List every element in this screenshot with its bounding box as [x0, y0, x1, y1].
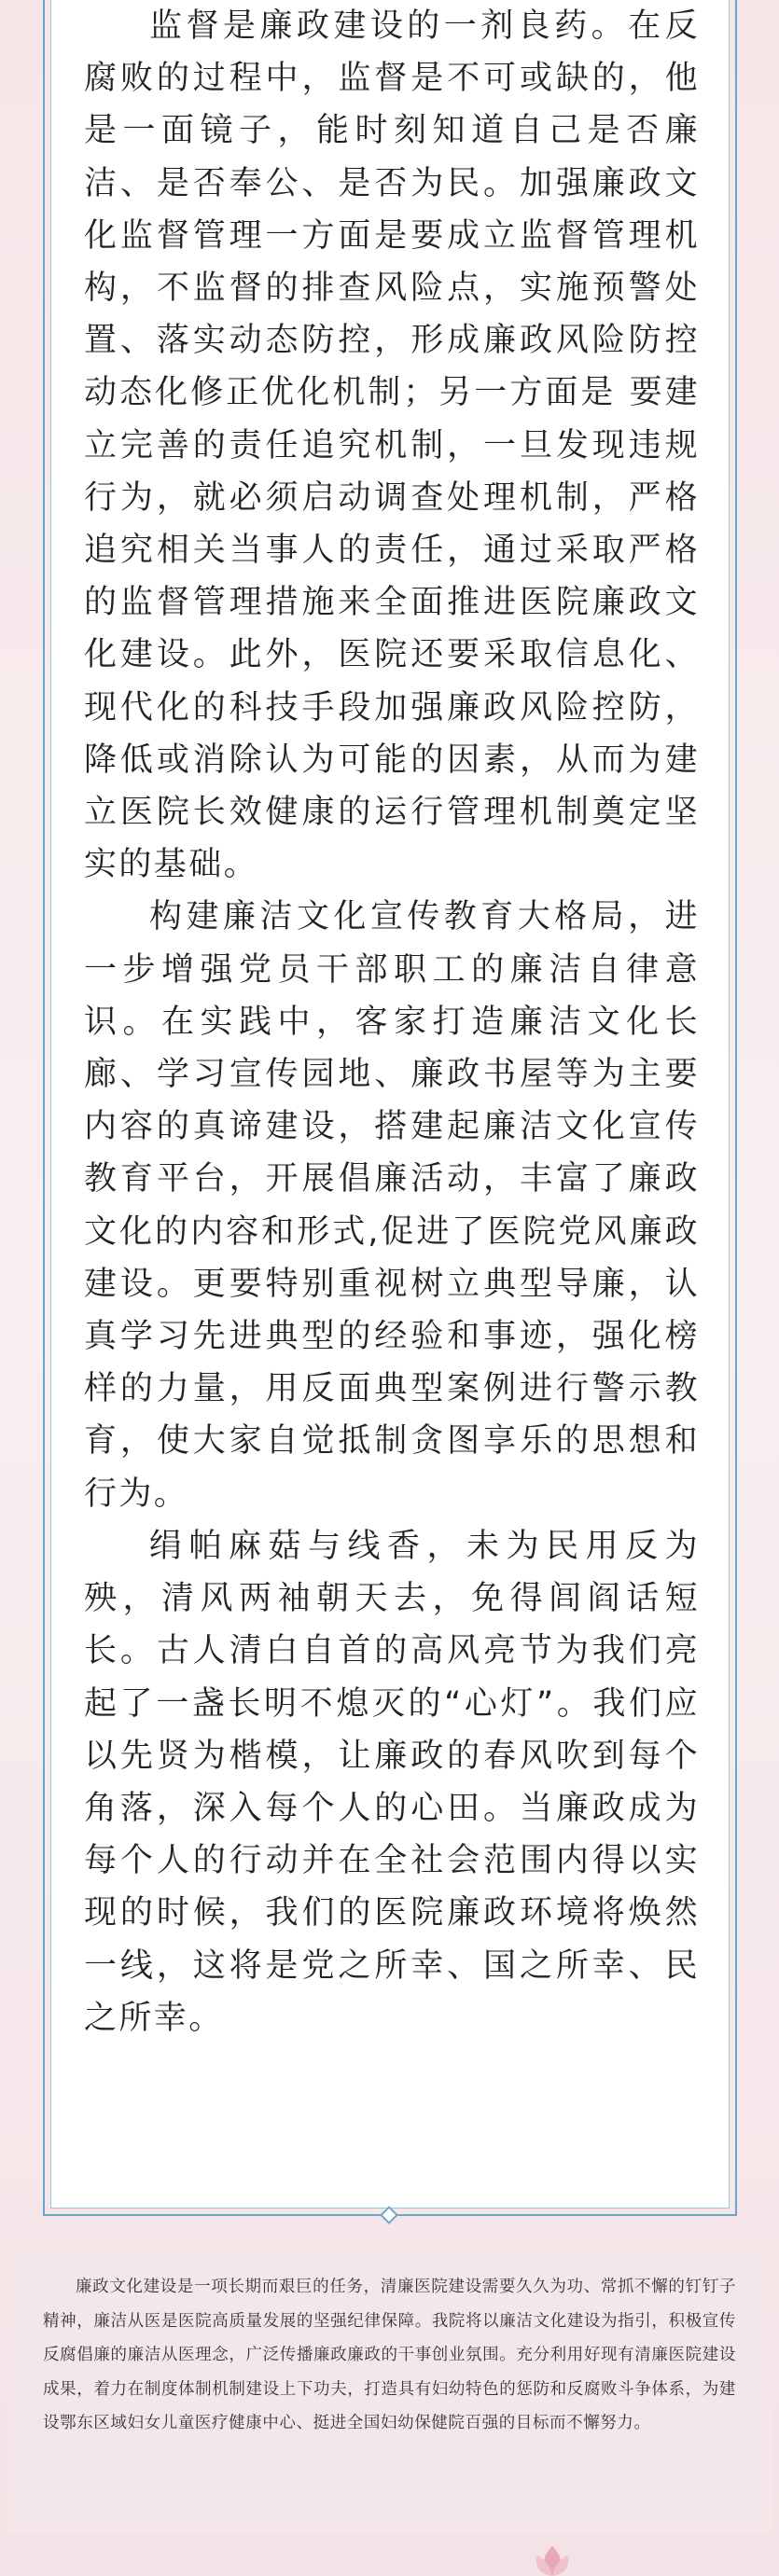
article-body: [84, 0, 700, 2044]
article-paragraph: 监督是廉政建设的一剂良药。在反腐败的过程中，监督是不可或缺的，他是一面镜子，能时刻知道自己是否廉洁、是否奉公、是否为民。加强廉政文化监督管理一方面是要成立监督管理机构，不监督的排查风险点，实施预警处置、落实动态防控，形成廉政风险防控动态化修正优化机制；另一方面是 要建立完善的责任追究机制，一旦发现违规行为，就必须启动调查处理机制，严格追究相关当事人的责任，通过采取严格的监督管理措施来全面推进医院廉政文化建设。此外，医院还要采取信息化、现代化的科技手段加强廉政风险控防，降低或消除认为可能的因素，从而为建立医院长效健康的运行管理机制奠定坚实的基础。: [84, 7, 700, 884]
article-paragraph: 构建廉洁文化宣传教育大格局，进一步增强党员干部职工的廉洁自律意识。在实践中，客家打造廉洁文化长廊、学习宣传园地、廉政书屋等为主要内容的真谛建设，搭建起廉洁文化宣传教育平台，开展倡廉活动，丰富了廉政文化的内容和形式,促进了医院党风廉政建设。更要特别重视树立典型导廉，认真学习先进典型的经验和事迹，强化榜样的力量，用反面典型案例进行警示教育，使大家自觉抵制贪图享乐的思想和行为。: [84, 898, 700, 1513]
footer-summary-text: 廉政文化建设是一项长期而艰巨的任务，清廉医院建设需要久久为功、常抓不懈的钉钉子精神，廉洁从医是医院高质量发展的坚强纪律保障。我院将以廉洁文化建设为指引，积极宣传反腐倡廉的廉洁从医理念，广泛传播廉政廉政的干事创业氛围。充分利用好现有清廉医院建设成果，着力在制度体制机制建设上下功夫，打造具有妇幼特色的惩防和反腐败斗争体系，为建设鄂东区域妇女儿童医疗健康中心、挺进全国妇幼保健院百强的目标而不懈努力。: [43, 2278, 736, 2433]
lotus-icon: [532, 2542, 573, 2576]
article-paragraph: 绢帕麻菇与线香，未为民用反为殃，清风两袖朝天去，免得闾阎话短长。古人清白自首的高风亮节为我们亮起了一盏长明不熄灭的“心灯”。我们应以先贤为楷模，让廉政的春风吹到每个角落，深入每个人的心田。当廉政成为每个人的行动并在全社会范围内得以实现的时候，我们的医院廉政环境将焕然一线，这将是党之所幸、国之所幸、民之所幸。: [84, 1527, 700, 2037]
footer-summary-box: [7, 2244, 772, 2533]
